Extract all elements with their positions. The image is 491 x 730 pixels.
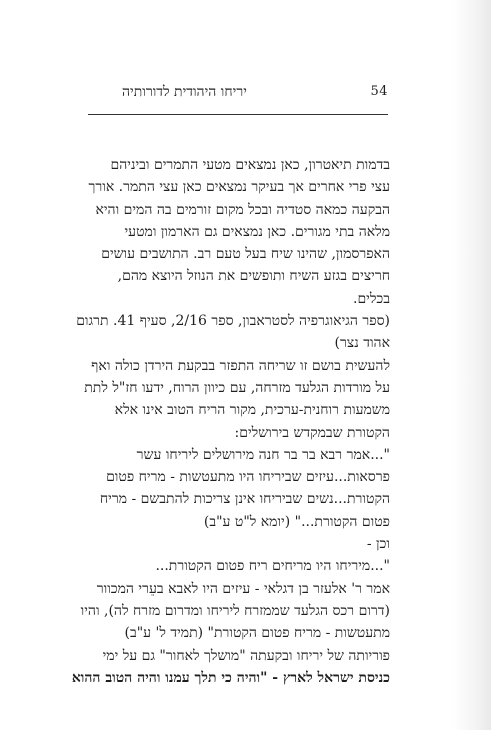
- text-line: להעשית בושם זו שריחה התפזר בבקעת הירדן כולה ואף: [91, 357, 390, 374]
- text-line: בדמות תיאטרון, כאן נמצאים מטעי התמרים וביניהם: [110, 157, 390, 173]
- text-line: כניסת ישראל לארץ - "והיה כי תלך עמנו והיה הטוב ההוא: [71, 669, 390, 686]
- text-line: האפרסמון, שהינו שיח בעל טעם רב. התושבים עושים: [101, 246, 390, 263]
- text-line: "...אמר רבא בר בר חנה מירושלים ליריחו עשר: [136, 446, 390, 463]
- text-line: עצי פרי אחרים אך בעיקר נמצאים כאן עצי התמר. אורך: [88, 179, 390, 196]
- text-line: "...מיריחו היו מריחים ריח פטום הקטורת...: [155, 558, 390, 575]
- page-header: [88, 76, 388, 116]
- text-line: אהוד נצר): [334, 335, 390, 352]
- body-text: [71, 154, 390, 689]
- text-line: (דרום רכס הגלעד שממזרח ליריחו ומדרום מזרח לה), והיו: [80, 602, 390, 619]
- header-rule: [88, 114, 388, 115]
- text-line: מלאה בתי מגורים. כאן נמצאים גם הארמון ומטעי: [124, 223, 390, 240]
- text-line: וכן -: [366, 536, 390, 553]
- text-line: חריצים בגזע השיח ותופשים את הנוזל היוצא מהם,: [117, 268, 390, 285]
- text-line: הקטורת שבמקדש בירושלים:: [234, 424, 390, 441]
- text-line: פטום הקטורת..." (יומא ל"ט ע"ב): [203, 513, 390, 530]
- text-line: משמעות רוחנית-ערכית, מקור הריח הטוב אינו אלא: [114, 402, 390, 419]
- text-line: (ספר הגיאוגרפיה לסטראבון, ספר 2/16, סעיף 41. תרגום: [76, 313, 390, 330]
- text-line: על מורדות הגלעד מזרחה, עם כיוון הרוח, ידעו חז"ל לתת: [84, 379, 390, 396]
- text-line: הקטורת...נשים שביריחו אינן צריכות להתבשם - מריח: [99, 491, 390, 508]
- text-line: פרסאות...עיזים שביריחו היו מתעטשות - מריח פטום: [106, 469, 390, 486]
- text-line: בכלים.: [353, 290, 390, 307]
- running-title: יריחו היהודית לדורותיה: [122, 84, 247, 100]
- text-line: מתעטשות - מריח פטום הקטורת" (תמיד ל' ע"ב): [124, 625, 390, 642]
- text-line: פוריותה של יריחו ובקעתה "מושלך לאחור" גם על ימי: [102, 647, 390, 664]
- text-line: הבקעה כמאה סטדיה ובכל מקום זורמים בה המים והיא: [95, 201, 390, 218]
- text-line: אמר ר' אלעזר בן דגלאי - עיזים היו לאבא בעֵרי המכוור: [96, 580, 390, 597]
- page-number: 54: [370, 84, 388, 99]
